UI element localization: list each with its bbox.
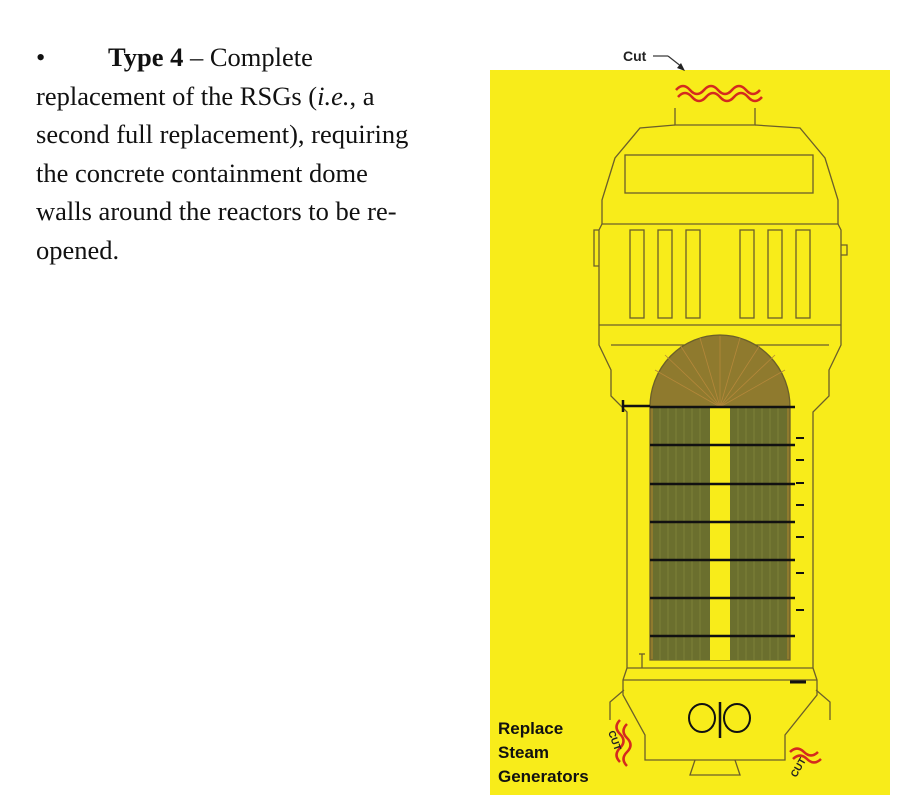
replace-line-3: Generators [498,767,589,786]
text-line-5: walls around the reactors to be re- [36,196,397,226]
replace-line-2: Steam [498,743,550,762]
text-line-3: second full replacement), requiring [36,119,409,149]
steam-generator-figure [490,40,890,795]
figure-top-band [490,40,890,70]
text-line-4: the concrete containment dome [36,157,368,188]
type-description-start: – Complete [183,42,313,72]
replace-line-1: Replace [498,719,564,738]
type-label: Type 4 [108,42,184,72]
text-line-2 [36,77,466,116]
cut-left-label: CUT [605,729,623,753]
text-line-6: opened. [36,234,120,265]
bullet-paragraph [36,38,466,269]
text-line-2b: , a [349,80,375,111]
bullet-dot: • [36,42,46,72]
bullet-first-line [36,38,466,77]
steam-generator-svg [490,40,890,795]
ie-italic: i.e. [317,80,350,111]
text-line-2a: replacement of the RSGs ( [36,80,318,111]
cut-top-label: Cut [623,48,647,64]
cut-right-label: CUT [789,756,809,780]
